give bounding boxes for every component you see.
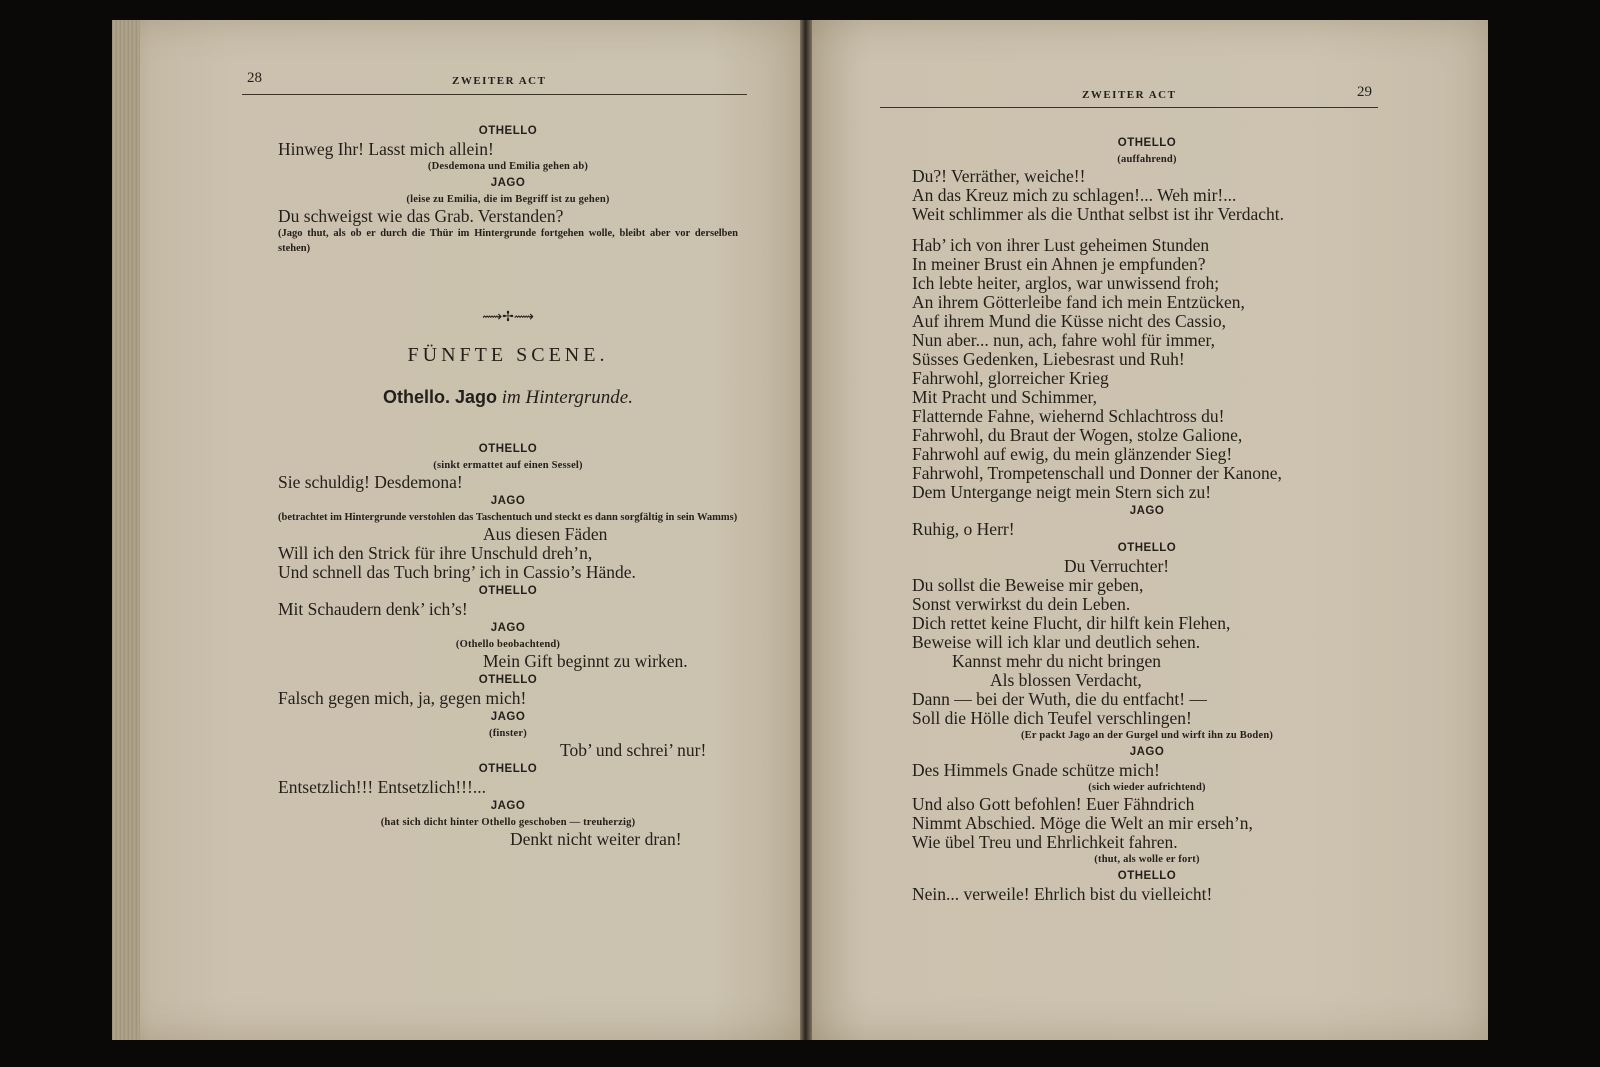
verse-line: Du Verruchter! [1064, 556, 1170, 576]
verse-line: Mit Pracht und Schimmer, [912, 387, 1097, 407]
verse-line: Du?! Verräther, weiche!! [912, 166, 1086, 186]
verse-line: Dich rettet keine Flucht, dir hilft kein Flehen, [912, 613, 1231, 633]
verse-line: Denkt nicht weiter dran! [510, 829, 682, 849]
left-page-number: 28 [247, 70, 262, 86]
verse-line: Will ich den Strick für ihre Unschuld dreh’n, [278, 543, 593, 563]
scene-title: FÜNFTE SCENE. [407, 344, 609, 366]
verse-line: Sonst verwirkst du dein Leben. [912, 594, 1131, 614]
verse-line: An ihrem Götterleibe fand ich mein Entzücken, [912, 292, 1245, 312]
verse-line: Nein... verweile! Ehrlich bist du vielleicht! [912, 884, 1213, 904]
verse-line: Hinweg Ihr! Lasst mich allein! [278, 139, 494, 159]
verse-line: Aus diesen Fäden [483, 524, 608, 544]
right-page-number: 29 [1357, 84, 1372, 100]
verse-line: Fahrwohl, glorreicher Krieg [912, 368, 1109, 388]
verse-line: Flatternde Fahne, wiehernd Schlachtross du! [912, 406, 1225, 426]
stage-direction: (sinkt ermattet auf einen Sessel) [433, 460, 583, 471]
verse-line: Mit Schaudern denk’ ich’s! [278, 599, 468, 619]
verse-line: Des Himmels Gnade schütze mich! [912, 760, 1160, 780]
stage-direction: (Jago thut, als ob er durch die Thür im Hintergrunde fortgehen wolle, bleibt aber vor derselben stehen) [278, 228, 738, 254]
left-main-dialogue [278, 440, 738, 849]
verse-line: Süsses Gedenken, Liebesrast und Ruh! [912, 349, 1185, 369]
scene-persons-note: im Hintergrunde. [501, 387, 633, 408]
verse-line: An das Kreuz mich zu schlagen!... Weh mir!... [912, 185, 1237, 205]
stage-direction: (leise zu Emilia, die im Begriff ist zu gehen) [406, 194, 610, 205]
stage-direction: (auffahrend) [1117, 154, 1177, 165]
speaker-name: JAGO [1129, 505, 1165, 517]
speaker-name: OTHELLO [1117, 542, 1177, 554]
stage-direction: (hat sich dicht hinter Othello geschoben — treuherzig) [380, 817, 636, 828]
speaker-name: JAGO [490, 177, 526, 189]
speaker-name: JAGO [490, 495, 526, 507]
verse-line: Tob’ und schrei’ nur! [560, 740, 707, 760]
page-edges [112, 20, 140, 1040]
speaker-name: JAGO [490, 622, 526, 634]
ornament: ⟿✢⟿ [482, 310, 534, 325]
verse-line: Auf ihrem Mund die Küsse nicht des Cassio, [912, 311, 1226, 331]
verse-line: Falsch gegen mich, ja, gegen mich! [278, 688, 527, 708]
verse-line: Du sollst die Beweise mir geben, [912, 575, 1144, 595]
speaker-name: JAGO [490, 800, 526, 812]
verse-line: Entsetzlich!!! Entsetzlich!!!... [278, 777, 486, 797]
right-dialogue [912, 134, 1382, 904]
verse-line: Hab’ ich von ihrer Lust geheimen Stunden [912, 235, 1210, 255]
speaker-name: JAGO [490, 711, 526, 723]
verse-line: Nimmt Abschied. Möge die Welt an mir erseh’n, [912, 813, 1253, 833]
speaker-name: OTHELLO [1117, 870, 1177, 882]
speaker-name: OTHELLO [478, 763, 538, 775]
scene-persons [278, 387, 738, 409]
verse-line: Weit schlimmer als die Unthat selbst ist ihr Verdacht. [912, 204, 1285, 224]
stage-direction: (Othello beobachtend) [455, 639, 561, 650]
verse-line: Ich lebte heiter, arglos, war unwissend froh; [912, 273, 1220, 293]
verse-line: Soll die Hölle dich Teufel verschlingen! [912, 708, 1192, 728]
stage-direction: (betrachtet im Hintergrunde verstohlen das Taschentuch und steckt es dann sorgfältig in sein Wamms) [278, 512, 738, 523]
right-header-rule [880, 107, 1378, 108]
verse-line: Wie übel Treu und Ehrlichkeit fahren. [912, 832, 1178, 852]
verse-line: Mein Gift beginnt zu wirken. [483, 651, 688, 671]
stage-direction: (Desdemona und Emilia gehen ab) [427, 161, 589, 172]
verse-line: Fahrwohl auf ewig, du mein glänzender Sieg! [912, 444, 1233, 464]
speaker-name: OTHELLO [478, 585, 538, 597]
scene-heading [278, 285, 738, 409]
verse-line: Kannst mehr du nicht bringen [952, 651, 1161, 671]
verse-line: Fahrwohl, du Braut der Wogen, stolze Galione, [912, 425, 1243, 445]
verse-line: Und also Gott befohlen! Euer Fähndrich [912, 794, 1195, 814]
book-gutter [800, 20, 812, 1040]
stage-direction: (sich wieder aufrichtend) [1088, 782, 1206, 793]
speaker-name: OTHELLO [1117, 137, 1177, 149]
verse-line: Nun aber... nun, ach, fahre wohl für immer, [912, 330, 1216, 350]
speaker-name: JAGO [1129, 746, 1165, 758]
verse-line: Dem Untergange neigt mein Stern sich zu! [912, 482, 1212, 502]
verse-line: Ruhig, o Herr! [912, 519, 1015, 539]
verse-line: Sie schuldig! Desdemona! [278, 472, 463, 492]
left-header-rule [242, 94, 747, 95]
speaker-name: OTHELLO [478, 674, 538, 686]
left-top-dialogue [278, 122, 738, 256]
stage-direction: (finster) [489, 728, 527, 739]
stage-direction: (thut, als wolle er fort) [1094, 854, 1200, 865]
verse-line: Dann — bei der Wuth, die du entfacht! — [912, 689, 1207, 709]
verse-line: Fahrwohl, Trompetenschall und Donner der Kanone, [912, 463, 1282, 483]
verse-line: Und schnell das Tuch bring’ ich in Cassio’s Hände. [278, 562, 636, 582]
speaker-name: OTHELLO [478, 125, 538, 137]
speaker-name: OTHELLO [478, 443, 538, 455]
scene-persons-names: Othello. Jago [383, 387, 498, 407]
verse-line: Als blossen Verdacht, [990, 670, 1142, 690]
verse-line: In meiner Brust ein Ahnen je empfunden? [912, 254, 1206, 274]
left-running-head: ZWEITER ACT [452, 75, 547, 87]
verse-line: Du schweigst wie das Grab. Verstanden? [278, 206, 564, 226]
verse-line: Beweise will ich klar und deutlich sehen. [912, 632, 1201, 652]
stage-direction: (Er packt Jago an der Gurgel und wirft ihn zu Boden) [1020, 730, 1274, 741]
right-running-head: ZWEITER ACT [1082, 89, 1177, 101]
